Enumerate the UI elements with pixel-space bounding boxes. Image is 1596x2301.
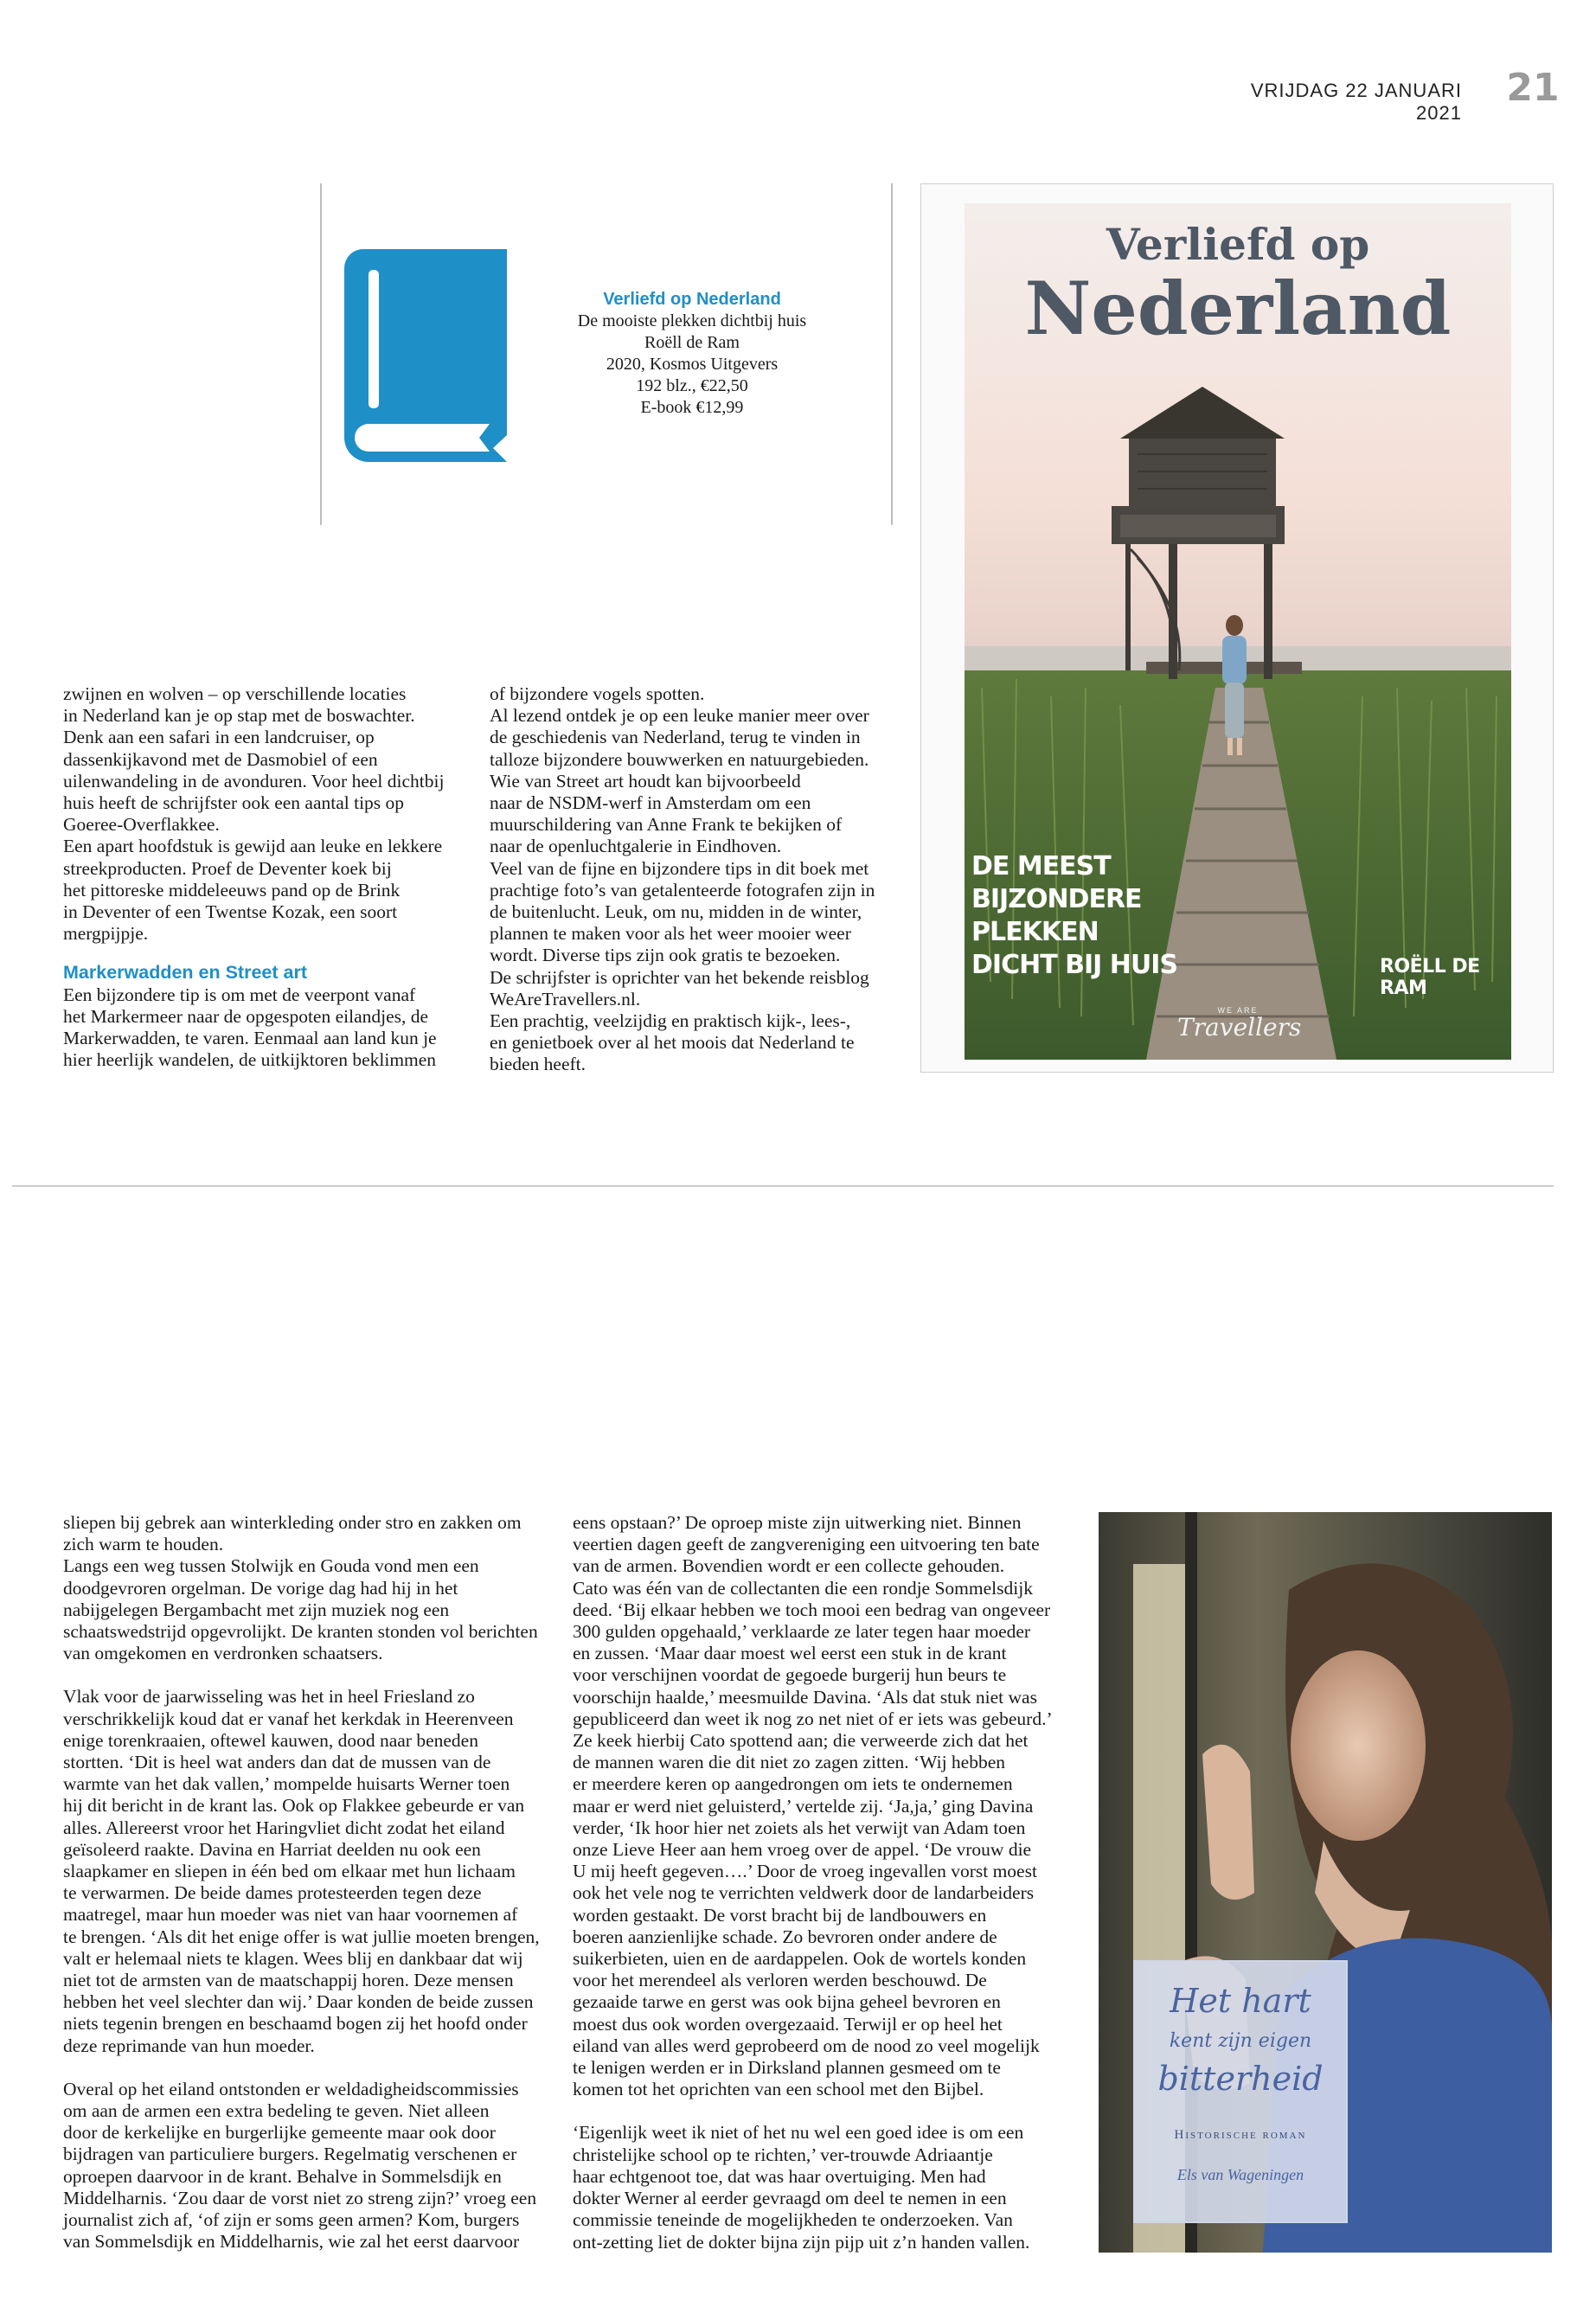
book-author: Roëll de Ram (644, 333, 740, 352)
article2-column1 (63, 1512, 556, 2253)
article2-column2 (573, 1512, 1074, 2253)
text-line: het pittoreske middeleeuws pand op de Brink (63, 879, 401, 901)
text-line: bijdragen van particuliere burgers. Regelmatig verschenen er (63, 2144, 517, 2165)
text-line: in Deventer of een Twentse Kozak, een soort (63, 901, 398, 923)
logo-small-text: WE ARE (1217, 1006, 1259, 1015)
text-line: Wie van Street art houdt kan bijvoorbeeld (490, 770, 801, 792)
text-line: nabijgelegen Bergambacht met zijn muziek nog een (63, 1599, 450, 1620)
page-number: 21 (1506, 66, 1560, 110)
text-line: de buitenlucht. Leuk, om nu, midden in de winter, (490, 901, 862, 923)
text-line: deze reprimande van hun moeder. (63, 2035, 315, 2056)
text-line: de mannen waren die dit niet zo zagen zitten. ‘Wij hebben (573, 1752, 1006, 1773)
cover2-genre: Historische roman (1174, 2128, 1307, 2142)
info-box-right-rule (891, 183, 893, 525)
text-line: streekproducten. Proef de Deventer koek bij (63, 857, 392, 879)
book-publisher: 2020, Kosmos Uitgevers (606, 355, 779, 374)
cover-author: ROËLL DE RAM (1380, 956, 1480, 999)
book-info (554, 289, 830, 419)
text-line: geïsoleerd raakte. Davina en Harriat deelden nu ook een (63, 1838, 481, 1860)
book-icon (344, 249, 510, 462)
text-line: gepubliceerd dan weet ik nog zo net niet of er iets was gebeurd.’ (573, 1708, 1053, 1729)
info-box-left-rule (320, 183, 322, 525)
text-line: oproepen daarvoor in de krant. Behalve in Sommelsdijk en (63, 2165, 502, 2187)
text-line: Middelharnis. ‘Zou daar de vorst niet zo streng zijn?’ vroeg een (63, 2187, 537, 2208)
text-line: voorschijn haalde,’ meesmuilde Davina. ‘Als dat stuk niet was (573, 1686, 1037, 1708)
text-line: worden gestaakt. De vorst bracht bij de landbouwers en (573, 1904, 987, 1926)
text-line: Cato was één van de collectanten die een rondje Sommelsdijk (573, 1577, 1033, 1599)
text-line: Veel van de fijne en bijzondere tips in dit boek met (490, 857, 869, 879)
text-line: huis heeft de schrijfster ook een aantal tips op (63, 792, 405, 814)
cover-title-line1: Verliefd op (1106, 219, 1370, 270)
text-line: wordt. Diverse tips zijn ook gratis te bezoeken. (490, 945, 841, 966)
text-line: dassenkijkavond met de Dasmobiel of een (63, 748, 378, 770)
text-line: te lenigen werden er in Dirksland plannen gesmeed om te (573, 2057, 1001, 2079)
paragraph-gap (63, 2057, 556, 2079)
cover-tagline-line: BIJZONDERE (971, 884, 1142, 914)
text-line: eiland van alles werd geprobeerd om de nood zo veel mogelijk (573, 2035, 1040, 2056)
text-line: zich warm te houden. (63, 1534, 224, 1555)
article1-right-column (490, 683, 913, 1076)
text-line: doodgevroren orgelman. De vorige dag had hij in het (63, 1577, 458, 1599)
text-line: Al lezend ontdek je op een leuke manier meer over (490, 705, 869, 727)
text-line: gezaaide tarwe en gerst was ook bijna geheel bevroren en (573, 1991, 1001, 2013)
section-divider (12, 1185, 1554, 1187)
text-line: niets tegenin brengen en beschaamd bogen zij het hoofd onder (63, 2013, 528, 2035)
text-line: dokter Werner al eerder gevraagd om deel te nemen in een (573, 2188, 1007, 2209)
text-line: Vlak voor de jaarwisseling was het in heel Friesland zo (63, 1686, 475, 1708)
cover-tagline-line: DE MEEST (971, 851, 1111, 881)
text-line: sliepen bij gebrek aan winterkleding onder stro en zakken om (63, 1512, 522, 1533)
text-line: niet tot de armsten van de maatschappij horen. Deze mensen (63, 1970, 514, 1991)
text-line: muurschildering van Anne Frank te bekijken of (490, 814, 843, 836)
text-line: prachtige foto’s van getalenteerde fotografen zijn in (490, 879, 875, 901)
text-line: de geschiedenis van Nederland, terug te vinden in (490, 727, 861, 748)
text-line: Langs een weg tussen Stolwijk en Gouda vond men een (63, 1555, 479, 1577)
text-line: boeren aanzienlijke schade. Zo bevroren onder andere de (573, 1926, 997, 1947)
text-line: ‘Eigenlijk weet ik niet of het nu wel een goed idee is om een (573, 2122, 1024, 2144)
text-line: slaapkamer en sliepen in één bed om elkaar met hun lichaam (63, 1861, 516, 1882)
text-line: zwijnen en wolven – op verschillende locaties (63, 683, 407, 704)
paragraph-gap (573, 2100, 1074, 2122)
text-line: ook het vele nog te verrichten veldwerk door de landarbeiders (573, 1882, 1035, 1904)
book-cover-verliefd-op-nederland (920, 183, 1554, 1073)
cover2-title-panel (1133, 1960, 1348, 2223)
text-line: om aan de armen een extra bedeling te geven. Niet alleen (63, 2100, 490, 2122)
text-line: het Markermeer naar de opgespoten eilandjes, de (63, 1005, 429, 1027)
text-line: Goeree-Overflakkee. (63, 814, 220, 836)
book-price: 192 blz., €22,50 (636, 376, 748, 395)
article1-subheading: Markerwadden en Street art (63, 962, 307, 984)
text-line: hier heerlijk wandelen, de uitkijktoren beklimmen (63, 1049, 437, 1071)
text-line: er meerdere keren op aangedrongen om iets te ondernemen (573, 1773, 1013, 1795)
text-line: warmte van het dak vallen,’ mompelde huisarts Werner toen (63, 1773, 510, 1795)
text-line: hij dit bericht in de krant las. Ook op Flakkee gebeurde er van (63, 1795, 525, 1817)
text-line: schaatswedstrijd opgevrolijkt. De kranten stonden vol berichten (63, 1621, 538, 1643)
text-line: in Nederland kan je op stap met de boswachter. (63, 705, 415, 727)
text-line: uilenwandeling in de avonduren. Voor heel dichtbij (63, 770, 445, 792)
cover-title-line2: Nederland (1024, 266, 1452, 351)
cover-tagline-line: DICHT BIJ HUIS (971, 950, 1177, 980)
text-line: van de armen. Bovendien wordt er een collecte gehouden. (573, 1555, 1005, 1577)
article1-left-column (63, 683, 478, 1071)
text-line: te brengen. ‘Als dit het enige offer is wat jullie moeten brengen, (63, 1926, 540, 1947)
text-line: hebben het veel slechter dan wij.’ Daar konden de beide zussen (63, 1991, 534, 2013)
text-line: voor verschijnen voordat de gegoede burgerij hun beurs te (573, 1664, 1007, 1686)
text-line: naar de NSDM-werf in Amsterdam om een (490, 792, 811, 814)
text-line: Een bijzondere tip is om met de veerpont vanaf (63, 984, 416, 1005)
book-ebook-price: E-book €12,99 (640, 398, 744, 417)
text-line: journalist zich af, ‘of zijn er soms geen armen? Kom, burgers (63, 2209, 520, 2231)
cover2-title-line3: bitterheid (1157, 2060, 1324, 2098)
text-line: christelijke school op te richten,’ ver-trouwde Adriaantje (573, 2144, 993, 2165)
text-line: door de kerkelijke en burgerlijke gemeente maar ook door (63, 2122, 496, 2144)
text-line: Een apart hoofdstuk is gewijd aan leuke en lekkere (63, 836, 443, 857)
book-cover-het-hart (1099, 1512, 1552, 2253)
text-line: Overal op het eiland ontstonden er weldadigheidscommissies (63, 2078, 519, 2099)
text-line: bieden heeft. (490, 1054, 586, 1075)
text-line: van Sommelsdijk en Middelharnis, wie zal het eerst daarvoor (63, 2231, 520, 2253)
text-line: plannen te maken voor als het weer mooier weer (490, 923, 851, 945)
text-line: De schrijfster is oprichter van het bekende reisblog (490, 966, 869, 988)
text-line: valt er helemaal niets te klagen. Wees blij en dankbaar dat wij (63, 1947, 523, 1969)
cover2-title-line2: kent zijn eigen (1169, 2030, 1312, 2052)
text-line: maar er werd niet geluisterd,’ vertelde zij. ‘Ja,ja,’ ging Davina (573, 1795, 1034, 1817)
text-line: en genietboek over al het moois dat Nederland te (490, 1032, 855, 1054)
text-line: WeAreTravellers.nl. (490, 988, 641, 1009)
book-subtitle: De mooiste plekken dichtbij huis (577, 311, 807, 330)
cover-tagline-line: PLEKKEN (971, 917, 1099, 947)
book-title: Verliefd op Nederland (603, 290, 781, 309)
paragraph-gap (63, 1664, 556, 1686)
text-line: Een prachtig, veelzijdig en praktisch kijk-, lees-, (490, 1010, 851, 1032)
text-line: onze Lieve Heer aan hem vroeg over de appel. ‘De vrouw die (573, 1839, 1032, 1861)
text-line: eens opstaan?’ De oproep miste zijn uitwerking niet. Binnen (573, 1512, 1022, 1533)
text-line: 300 gulden opgehaald,’ verklaarde ze later tegen haar moeder (573, 1621, 1031, 1643)
text-line: commissie teneinde de mogelijkheden te onderzoeken. Van (573, 2209, 1013, 2231)
text-line: naar de openluchtgalerie in Eindhoven. (490, 836, 782, 857)
text-line: alles. Allereerst vroor het Haringvliet dicht zodat het eiland (63, 1817, 505, 1838)
cover-image (965, 203, 1511, 1060)
text-line: mergpijpje. (63, 923, 149, 945)
text-line: moest dus ook worden overgezaaid. Terwijl er op heel het (573, 2013, 1003, 2035)
text-line: of bijzondere vogels spotten. (490, 683, 705, 704)
text-line: te verwarmen. De beide dames protesteerden tegen deze (63, 1882, 482, 1904)
text-line: verschrikkelijk koud dat er vanaf het kerkdak in Heerenveen (63, 1708, 514, 1729)
text-line: ont-zetting liet de dokter bijna zijn pijp uit z’n handen vallen. (573, 2231, 1030, 2253)
issue-date: VRIJDAG 22 JANUARI 2021 (1250, 80, 1462, 124)
logo-text: Travellers (1177, 1013, 1302, 1042)
text-line: en zussen. ‘Maar daar moest wel eerst een stuk in de krant (573, 1643, 1007, 1664)
text-line: maatregel, maar hun moeder was niet van haar voornemen af (63, 1904, 518, 1926)
cover-tagline (971, 850, 1177, 982)
text-line: talloze bijzondere bouwwerken en natuurgebieden. (490, 748, 869, 770)
text-line: deed. ‘Bij elkaar hebben we toch mooi een bedrag van ongeveer (573, 1599, 1051, 1620)
cover2-author: Els van Wageningen (1176, 2166, 1304, 2183)
text-line: enige torenkraaien, oftewel kauwen, dood naar beneden (63, 1729, 478, 1751)
text-line: van omgekomen en verdronken schaatsers. (63, 1643, 383, 1664)
text-line: verder, ‘Ik hoor hier net zoiets als het verwijt van Adam toen (573, 1817, 1026, 1838)
text-line: U mij heeft gegeven….’ Door de vroeg ingevallen vorst moest (573, 1861, 1037, 1882)
text-line: suikerbieten, uien en de aardappelen. Ook de wortels konden (573, 1948, 1027, 1970)
text-line: voor het merendeel als verloren werden beschouwd. De (573, 1970, 987, 1991)
text-line: komen tot het oprichten van een school met den Bijbel. (573, 2079, 984, 2100)
cover2-title-line1: Het hart (1170, 1982, 1311, 2020)
text-line: Ze keek hierbij Cato spottend aan; die verweerde zich dat het (573, 1730, 1029, 1752)
text-line: veertien dagen geeft de zangvereniging een uitvoering ten bate (573, 1534, 1040, 1555)
travellers-logo (1177, 1006, 1302, 1042)
text-line: stortten. ‘Dit is heel wat anders dan dat de mussen van de (63, 1752, 491, 1773)
text-line: haar echtgenoot toe, dat was haar overtuiging. Men had (573, 2165, 986, 2187)
text-line: Denk aan een safari in een landcruiser, op (63, 727, 375, 748)
text-line: Markerwadden, te varen. Eenmaal aan land kun je (63, 1028, 437, 1049)
